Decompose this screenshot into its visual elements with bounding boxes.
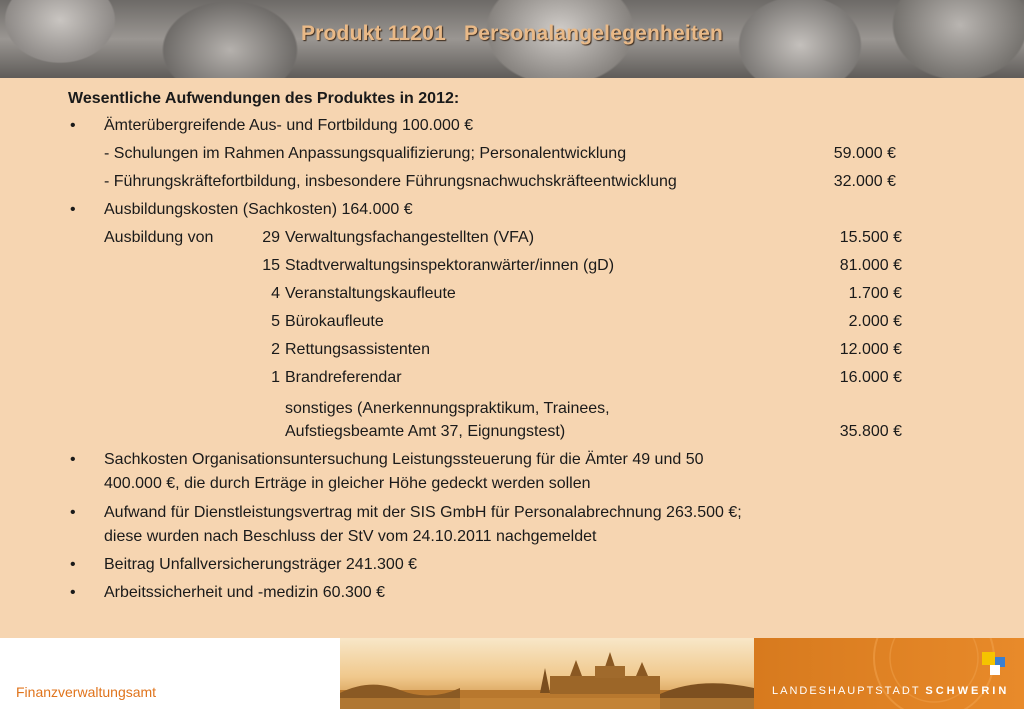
organisation-line-1: Sachkosten Organisationsuntersuchung Leistungssteuerung für die Ämter 49 und 50: [104, 451, 704, 468]
ausbildung-row-label: Bürokaufleute: [285, 313, 384, 330]
bullet-marker: •: [70, 504, 76, 521]
castle-silhouette-image: [340, 638, 754, 709]
ausbildung-row-label: Verwaltungsfachangestellten (VFA): [285, 229, 535, 246]
unfall-item: Beitrag Unfallversicherungsträger 241.300 €: [104, 556, 418, 573]
ausbildung-row-amount: 12.000 €: [839, 341, 902, 358]
logo-graphic: [754, 638, 1024, 709]
ausbildung-item: Ausbildungskosten (Sachkosten) 164.000 €: [104, 201, 413, 218]
bullet-marker: •: [70, 201, 76, 218]
sonstiges-amount: 35.800 €: [839, 423, 902, 440]
dienstleistung-line-1: Aufwand für Dienstleistungsvertrag mit der SIS GmbH für Personalabrechnung 263.500 €;: [104, 504, 742, 521]
ausbildung-row-label: Rettungsassistenten: [285, 341, 430, 358]
bullet-marker: •: [70, 556, 76, 573]
ausbildung-row-count: 4: [271, 285, 280, 302]
bullet-marker: •: [70, 117, 76, 134]
ausbildung-row-count: 15: [262, 257, 280, 274]
section-heading: Wesentliche Aufwendungen des Produktes in 2012:: [68, 90, 460, 107]
schulungen-amount: 59.000 €: [833, 145, 896, 162]
sonstiges-line-1: sonstiges (Anerkennungspraktikum, Trainees,: [285, 400, 610, 417]
sonstiges-line-2: Aufstiegsbeamte Amt 37, Eignungstest): [285, 423, 566, 440]
page-title: Produkt 11201 Personalangelegenheiten: [300, 22, 724, 45]
fortbildung-item: Ämterübergreifende Aus- und Fortbildung 100.000 €: [104, 117, 474, 134]
city-logo: [754, 638, 1024, 709]
fuehrungskraefte-item: - Führungskräftefortbildung, insbesondere Führungsnachwuchskräfteentwicklung: [104, 173, 677, 190]
ausbildung-row-count: 2: [271, 341, 280, 358]
arbeit-item: Arbeitssicherheit und -medizin 60.300 €: [104, 584, 386, 601]
fuehrungskraefte-amount: 32.000 €: [833, 173, 896, 190]
ausbildung-row-label: Brandreferendar: [285, 369, 402, 386]
logo-prefix: LANDESHAUPTSTADT: [772, 685, 921, 697]
ausbildung-row-amount: 2.000 €: [848, 313, 902, 330]
department-label: Finanzverwaltungsamt: [16, 684, 157, 700]
ausbildung-row-count: 1: [271, 369, 280, 386]
logo-wordmark: [772, 685, 1009, 697]
ausbildung-row-label: Stadtverwaltungsinspektoranwärter/innen (gD): [285, 257, 615, 274]
organisation-line-2: 400.000 €, die durch Erträge in gleicher Höhe gedeckt werden sollen: [104, 475, 591, 492]
city-photo: [340, 638, 754, 709]
schulungen-item: - Schulungen im Rahmen Anpassungsqualifizierung; Personalentwicklung: [104, 145, 627, 162]
ausbildung-row-count: 5: [271, 313, 280, 330]
ausbildung-row-amount: 15.500 €: [839, 229, 902, 246]
header-banner: [0, 0, 1024, 78]
ausbildung-row-count: 29: [262, 229, 280, 246]
bullet-marker: •: [70, 451, 76, 468]
footer: [0, 638, 1024, 709]
dienstleistung-line-2: diese wurden nach Beschluss der StV vom 24.10.2011 nachgemeldet: [104, 528, 597, 545]
ausbildung-row-amount: 1.700 €: [848, 285, 902, 302]
ausbildung-row-amount: 16.000 €: [839, 369, 902, 386]
ausbildung-prefix: Ausbildung von: [104, 229, 214, 246]
ausbildung-row-label: Veranstaltungskaufleute: [285, 285, 456, 302]
bullet-marker: •: [70, 584, 76, 601]
ausbildung-row-amount: 81.000 €: [839, 257, 902, 274]
logo-city: SCHWERIN: [925, 685, 1010, 697]
content-area: [0, 78, 1024, 638]
